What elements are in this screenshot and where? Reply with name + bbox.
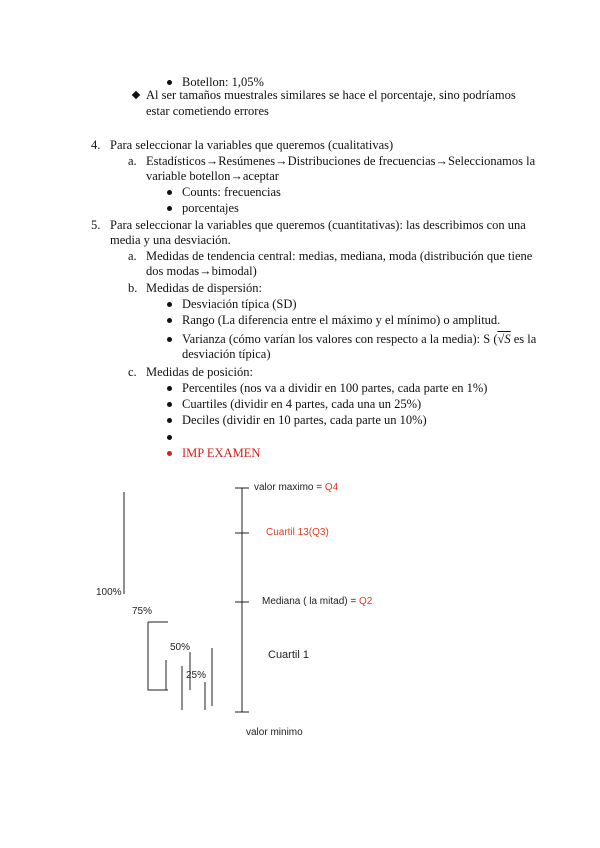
item-5a-text: Medidas de tendencia central: medias, mediana, moda (distribución que tiene [146,249,533,263]
percent-25-label: 25% [186,670,207,681]
median-label [262,596,372,607]
position-quartiles: Cuartiles (dividir en 4 partes, cada una un 25%) [182,397,422,411]
item-5-text-cont: media y una desviación. [110,233,231,247]
botellon-item: Botellon: 1,05% [182,75,264,89]
sqrt-s: √S [497,332,511,346]
percent-100-label: 100% [96,587,122,598]
item-5b-text: Medidas de dispersión: [146,281,262,295]
bracket-75 [148,622,168,690]
dispersion-range: Rango (La diferencia entre el máximo y el mínimo) o amplitud. [182,313,501,327]
variance-text-end: es la [510,332,537,346]
variance-text: Varianza (cómo varían los valores con respecto a la media): S ( [182,332,498,346]
item-4-text: Para seleccionar la variables que queremos (cualitativas) [110,138,394,152]
median-q2: Q2 [359,596,373,607]
item-4-bullet-counts: Counts: frecuencias [182,185,281,199]
item-5-number: 5. [91,218,101,232]
q3-label: Cuartil 13(Q3) [266,527,329,538]
min-value-label: valor minimo [246,727,303,738]
sample-size-note-cont: estar cometiendo errores [146,104,269,118]
item-4-number: 4. [91,138,101,152]
max-value-label [254,482,338,493]
max-value-q4: Q4 [324,482,339,493]
median-text: Mediana ( la mitad) = [262,596,359,607]
item-5a-letter: a. [128,249,137,263]
position-deciles: Deciles (dividir en 10 partes, cada parte un 10%) [182,413,427,427]
item-5-text: Para seleccionar la variables que queremos (cuantitativas): las describimos con una [110,218,526,232]
item-5c-text: Medidas de posición: [146,365,253,379]
item-5a-text-cont: dos modas→bimodal) [146,264,257,278]
sample-size-note: Al ser tamaños muestrales similares se hace el porcentaje, sino podríamos [146,88,516,102]
important-exam-note: IMP EXAMEN [182,446,261,460]
item-5b-letter: b. [128,281,138,295]
item-4a-text-cont: variable botellon→aceptar [146,169,279,183]
dispersion-sd: Desviación típica (SD) [182,297,297,311]
max-value-text: valor maximo = [254,482,325,493]
percent-75-label: 75% [132,606,153,617]
item-4a-text: Estadísticos→Resúmenes→Distribuciones de frecuencias→Seleccionamos la [146,154,536,168]
percent-50-label: 50% [170,642,191,653]
dispersion-variance-cont: desviación típica) [182,347,271,361]
q1-label: Cuartil 1 [268,649,309,661]
item-5c-letter: c. [128,365,137,379]
position-percentiles: Percentiles (nos va a dividir en 100 partes, cada parte en 1%) [182,381,488,395]
item-4a-letter: a. [128,154,137,168]
item-4-bullet-percent: porcentajes [182,201,239,215]
